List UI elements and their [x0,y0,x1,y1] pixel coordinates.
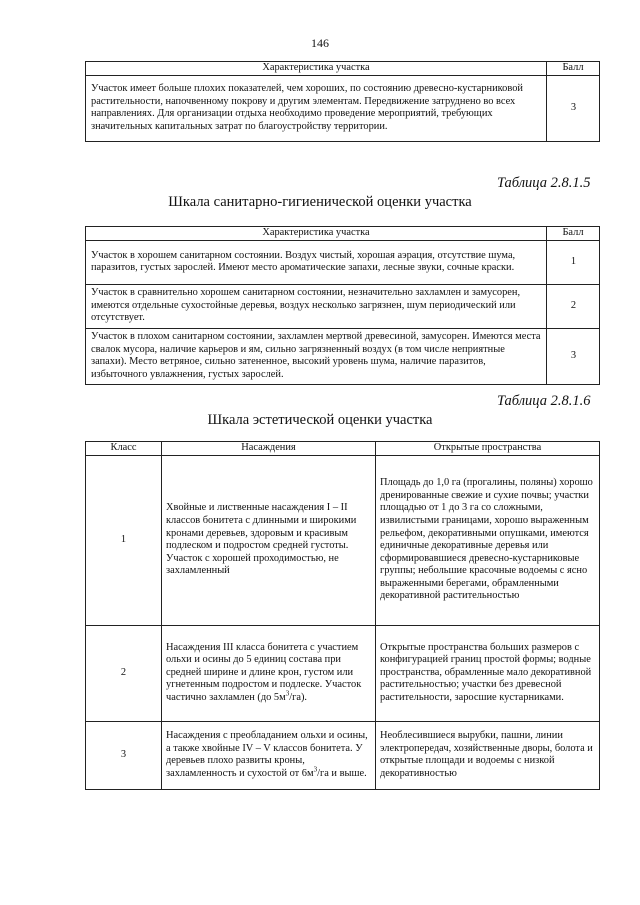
superscript: 3 [313,765,318,774]
table-row [86,75,600,141]
table-caption-sanitary: Таблица 2.8.1.5 [497,175,591,191]
superscript: 3 [285,689,290,698]
plantings-cell [162,625,376,721]
characteristic-cell: Участок в плохом санитарном состоянии, захламлен мертвой древесиной, замусорен. Имеются места свалок мусора, наличие карьеров и ям, сильно загрязненный воздух (в том числе неприятные запахи). Место ветряное, сильно затененное, высокий уровень шума, наличие паразитов, избыточного увлажнения, густых зарослей. [86,328,547,384]
header-characteristic: Характеристика участка [86,227,547,241]
characteristic-cell: Участок в сравнительно хорошем санитарном состоянии, незначительно захламлен и замусорен, имеются отдельные сухостойные деревья, воздух несколько загрязнен, шум периодический или отсутствует. [86,284,547,328]
class-cell: 3 [86,721,162,789]
plantings-text: Насаждения III класса бонитета с участием ольхи и осины до 5 единиц состава при средней ширине и длине крон, густом или угнетенным подростом и подлеске. Участок частично захламлен (до 5м [166,641,362,703]
table-row [86,455,600,625]
header-plantings: Насаждения [162,442,376,456]
score-cell: 2 [547,284,600,328]
header-score: Балл [547,227,600,241]
header-characteristic: Характеристика участка [86,62,547,76]
table-header-row [86,442,600,456]
score-cell: 1 [547,240,600,284]
plantings-cell: Хвойные и лиственные насаждения I – II классов бонитета с длинными и широкими кронами деревьев, здоровым и красивым подлеском и подростом средней густоты. Участок с хорошей проходимостью, не захламленный [162,455,376,625]
sanitary-table [85,226,600,385]
table-row [86,328,600,384]
aesthetic-table [85,441,600,790]
open-spaces-cell: Площадь до 1,0 га (прогалины, поляны) хорошо дренированные свежие и сухие почвы; участки площадью от 1 до 3 га со сложными, извилистыми границами, хорошо выраженным рельефом, декоративными опушками, имеются единичные декоративные деревья или сформировавшиеся древесно-кустарниковые группы; небольшие красочные водоемы с ясно выраженными берегами, обрамленными декоративной растительностью [376,455,600,625]
table-row [86,625,600,721]
class-cell: 2 [86,625,162,721]
table-row [86,284,600,328]
table-title-aesthetic: Шкала эстетической оценки участка [207,412,433,428]
plantings-text: Насаждения с преобладанием ольхи и осины, а также хвойные IV – V классов бонитета. У деревьев плохо развиты кроны, захламленность и сухостой от 6м [166,729,368,779]
characteristic-cell: Участок имеет больше плохих показателей, чем хороших, по состоянию древесно-кустарниковой растительности, напочвенному покрову и другим элементам. Передвижение затруднено во всех направлениях. Для организации отдыха необходимо проведение мероприятий, требующих значительных капитальных затрат по благоустройству территории. [86,75,547,141]
table-header-row [86,62,600,76]
header-score: Балл [547,62,600,76]
table-header-row [86,227,600,241]
plantings-cell [162,721,376,789]
table-caption-aesthetic: Таблица 2.8.1.6 [497,393,591,409]
class-cell: 1 [86,455,162,625]
header-class: Класс [86,442,162,456]
plantings-text-tail: /га и выше. [317,767,367,779]
score-cell: 3 [547,75,600,141]
header-open-spaces: Открытые пространства [376,442,600,456]
characteristic-cell: Участок в хорошем санитарном состоянии. Воздух чистый, хорошая аэрация, отсутствие шума, паразитов, густых зарослей. Имеют место ароматические запахи, лесные звуки, сочные краски. [86,240,547,284]
open-spaces-cell: Открытые пространства больших размеров с конфигурацией границ простой формы; водные пространства, обрамленные мало декоративной растительностью; участки без древесной растительности, заросшие кустарниками. [376,625,600,721]
continued-table [85,61,600,142]
score-cell: 3 [547,328,600,384]
table-row [86,721,600,789]
table-row [86,240,600,284]
plantings-text-tail: /га). [289,691,308,703]
page-number: 146 [311,36,329,50]
table-title-sanitary: Шкала санитарно-гигиенической оценки участка [168,194,472,210]
open-spaces-cell: Необлесившиеся вырубки, пашни, линии электропередач, хозяйственные дворы, болота и открытые площади и водоемы с низкой декоративностью [376,721,600,789]
